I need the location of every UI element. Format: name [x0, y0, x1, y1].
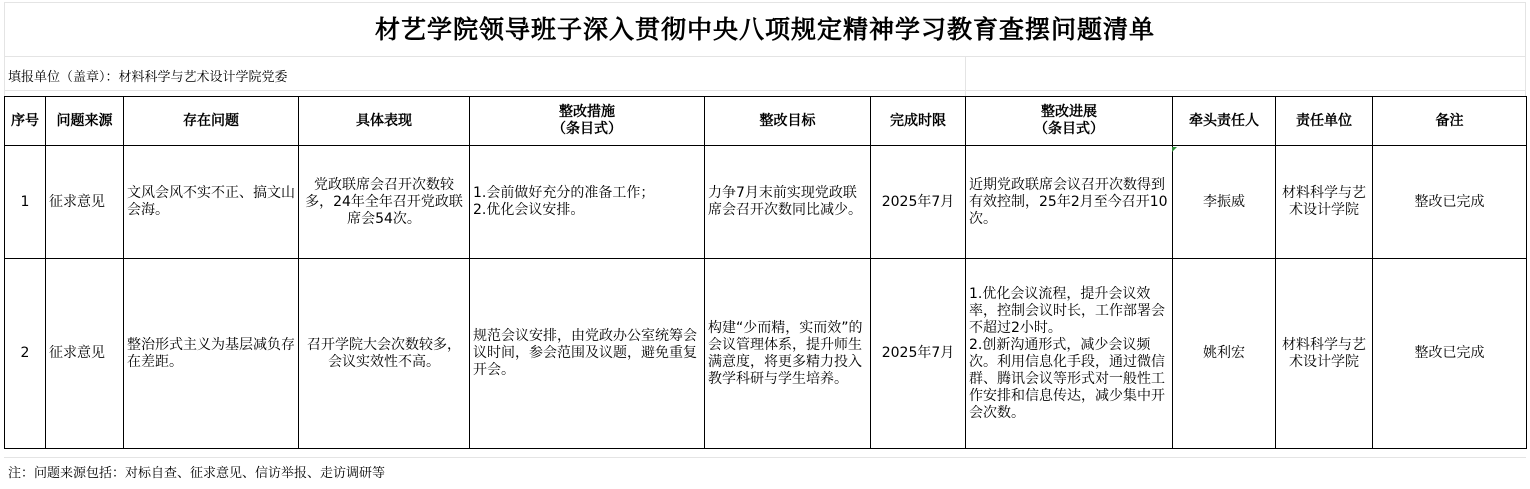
cell-remark: 整改已完成 — [1373, 259, 1527, 449]
issue-list-table — [4, 96, 1527, 449]
cell-measures: 1.会前做好充分的准备工作； 2.优化会议安排。 — [470, 146, 705, 259]
table-row — [5, 259, 1527, 449]
table-header-row — [5, 97, 1527, 146]
header-measures — [470, 97, 705, 146]
cell-leader: 李振威 — [1173, 146, 1276, 259]
header-problem: 存在问题 — [124, 97, 299, 146]
cell-goal: 构建“少而精，实而效”的会议管理体系，提升师生满意度，将更多精力投入教学科研与学生培养。 — [705, 259, 871, 449]
cell-measures: 规范会议安排，由党政办公室统筹会议时间，参会范围及议题，避免重复开会。 — [470, 259, 705, 449]
header-dept: 责任单位 — [1276, 97, 1373, 146]
table-row — [5, 146, 1527, 259]
header-seq: 序号 — [5, 97, 46, 146]
cell-detail: 召开学院大会次数较多，会议实效性不高。 — [299, 259, 470, 449]
cell-detail: 党政联席会召开次数较多，24年全年召开党政联席会54次。 — [299, 146, 470, 259]
sheet-gridline — [4, 90, 1526, 91]
header-source: 问题来源 — [46, 97, 124, 146]
header-leader: 牵头责任人 — [1173, 97, 1276, 146]
footnote: 注：问题来源包括：对标自查、征求意见、信访举报、走访调研等 — [8, 466, 386, 481]
reporting-unit: 填报单位（盖章）：材料科学与艺术设计学院党委 — [8, 70, 288, 85]
page-title: 材艺学院领导班子深入贯彻中央八项规定精神学习教育查摆问题清单 — [374, 15, 1155, 44]
header-deadline: 完成时限 — [871, 97, 966, 146]
cell-problem: 整治形式主义为基层减负存在差距。 — [124, 259, 299, 449]
cell-dept: 材料科学与艺术设计学院 — [1276, 259, 1373, 449]
sheet-gridline — [965, 56, 966, 96]
cell-source: 征求意见 — [46, 146, 124, 259]
cell-problem: 文风会风不实不正、搞文山会海。 — [124, 146, 299, 259]
header-measures-sub: （条目式） — [552, 121, 622, 137]
cell-seq: 2 — [5, 259, 46, 449]
header-detail: 具体表现 — [299, 97, 470, 146]
header-measures-label: 整改措施 — [559, 104, 615, 120]
sheet-gridline — [4, 56, 1526, 57]
header-goal: 整改目标 — [705, 97, 871, 146]
cell-comment-indicator — [1172, 147, 1177, 152]
cell-progress: 1.优化会议流程，提升会议效率，控制会议时长，工作部署会不超过2小时。 2.创新沟通形式，减少会议频次。利用信息化手段，通过微信群、腾讯会议等形式对一般性工作安排和信息传达，减少集中开会次数。 — [966, 259, 1173, 449]
cell-deadline: 2025年7月 — [871, 259, 966, 449]
cell-dept: 材料科学与艺术设计学院 — [1276, 146, 1373, 259]
sheet-gridline — [4, 457, 1526, 458]
cell-goal: 力争7月末前实现党政联席会召开次数同比减少。 — [705, 146, 871, 259]
cell-progress: 近期党政联席会议召开次数得到有效控制，25年2月至今召开10次。 — [966, 146, 1173, 259]
header-progress — [966, 97, 1173, 146]
header-progress-sub: （条目式） — [1034, 121, 1104, 137]
header-remark: 备注 — [1373, 97, 1527, 146]
cell-seq: 1 — [5, 146, 46, 259]
cell-remark: 整改已完成 — [1373, 146, 1527, 259]
cell-deadline: 2025年7月 — [871, 146, 966, 259]
cell-source: 征求意见 — [46, 259, 124, 449]
cell-leader: 姚利宏 — [1173, 259, 1276, 449]
header-progress-label: 整改进展 — [1041, 104, 1097, 120]
